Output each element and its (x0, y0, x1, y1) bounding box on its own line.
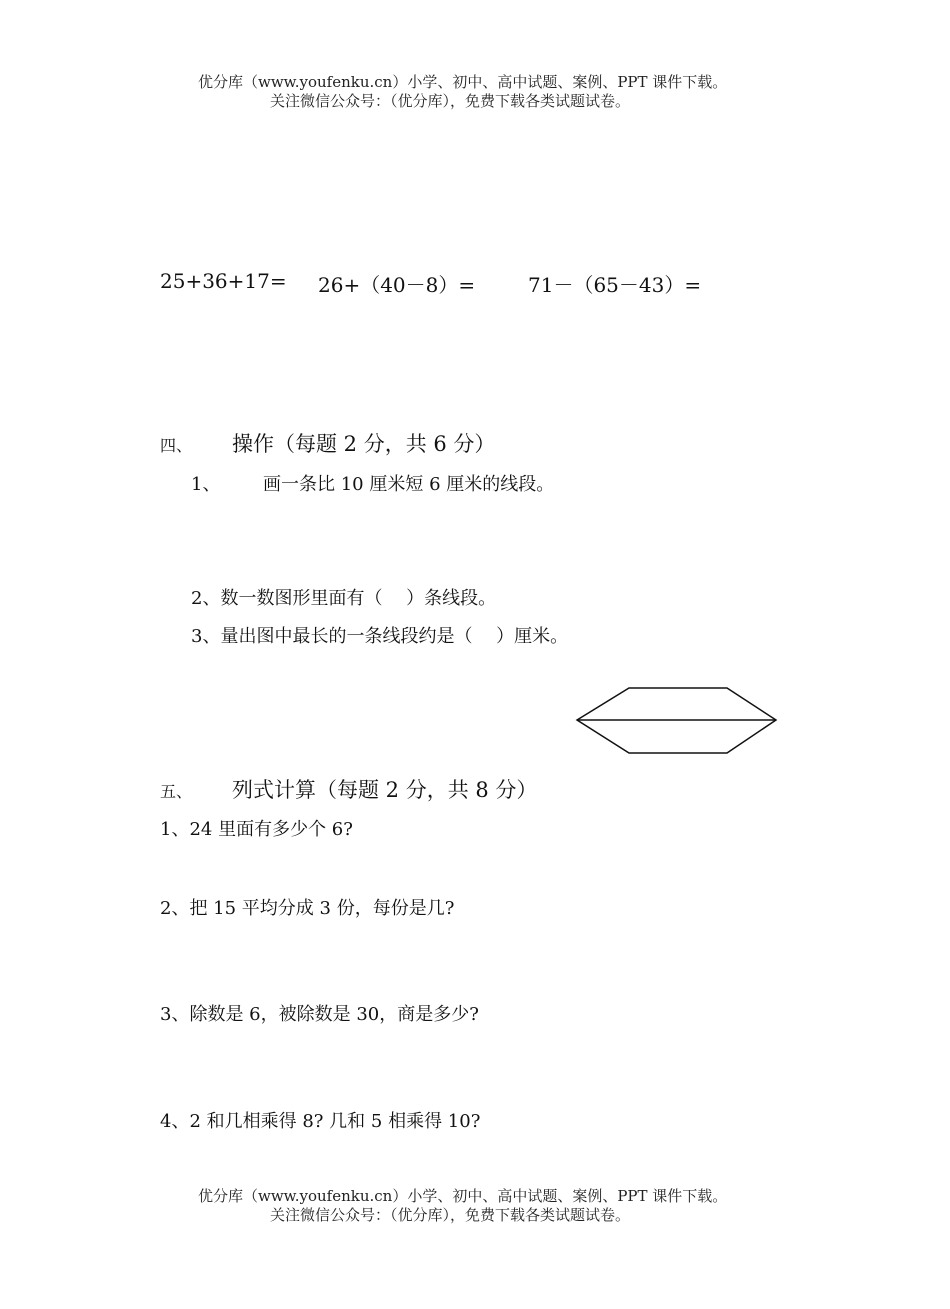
section-4-q2: 2、数一数图形里面有（ ）条线段。 (191, 588, 497, 609)
section-5-title: 列式计算（每题 2 分，共 8 分） (232, 778, 538, 802)
section-5-q1: 1、24 里面有多少个 6? (160, 819, 353, 840)
section-4-q1-text: 画一条比 10 厘米短 6 厘米的线段。 (263, 474, 555, 495)
section-4-title: 操作（每题 2 分，共 6 分） (232, 432, 496, 456)
header-line-1: 优分库（www.youfenku.cn）小学、初中、高中试题、案例、PPT 课件下载。 (198, 73, 728, 91)
section-5-q4: 4、2 和几相乘得 8? 几和 5 相乘得 10? (160, 1111, 481, 1132)
footer-line-2: 关注微信公众号：（优分库），免费下载各类试题试卷。 (270, 1206, 631, 1224)
footer-line-1: 优分库（www.youfenku.cn）小学、初中、高中试题、案例、PPT 课件下载。 (198, 1187, 728, 1205)
section-5-number: 五、 (160, 782, 193, 801)
section-4-q3: 3、量出图中最长的一条线段约是（ ）厘米。 (191, 626, 569, 647)
header-line-2: 关注微信公众号：（优分库），免费下载各类试题试卷。 (270, 92, 631, 110)
section-4-q1-number: 1、 (191, 474, 221, 495)
calc-item-1: 25+36+17= (160, 269, 287, 293)
calc-item-3: 71－（65－43）= (528, 273, 702, 297)
section-5-q3: 3、除数是 6，被除数是 30，商是多少? (160, 1004, 479, 1025)
section-4-number: 四、 (160, 436, 193, 455)
calc-item-2: 26+（40－8）= (318, 273, 476, 297)
section-5-q2: 2、把 15 平均分成 3 份，每份是几? (160, 898, 455, 919)
